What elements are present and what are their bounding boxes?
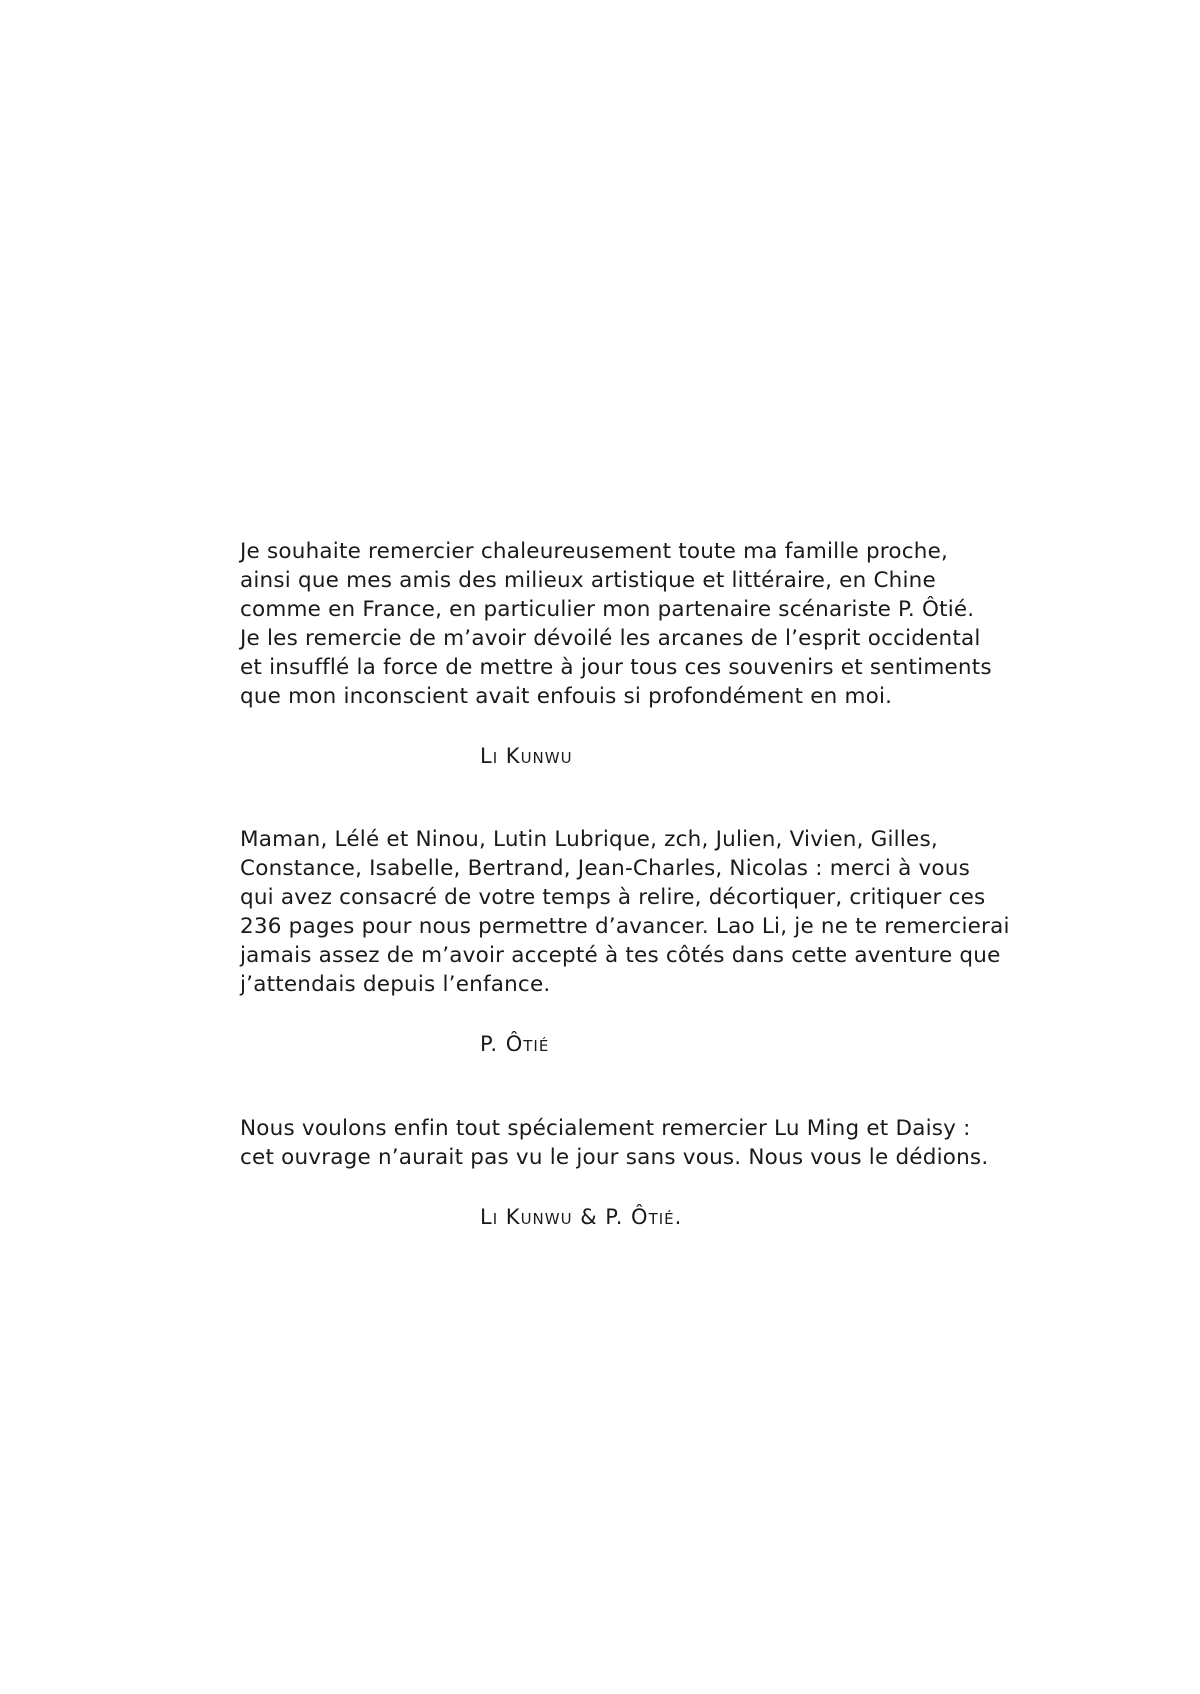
acknowledgement-paragraph-3 — [240, 1114, 1000, 1172]
signature-both-authors: Li Kunwu & P. Ôtié. — [480, 1205, 683, 1229]
acknowledgement-paragraph-2 — [240, 825, 1010, 999]
paragraph-line: cet ouvrage n’aurait pas vu le jour sans vous. Nous vous le dédions. — [240, 1145, 989, 1170]
paragraph-line: Je souhaite remercier chaleureusement toute ma famille proche, — [240, 539, 949, 564]
paragraph-line: Maman, Lélé et Ninou, Lutin Lubrique, zch, Julien, Vivien, Gilles, — [240, 827, 938, 852]
paragraph-line: et insufflé la force de mettre à jour tous ces souvenirs et sentiments — [240, 655, 992, 680]
signature-p-otie: P. Ôtié — [480, 1032, 550, 1056]
paragraph-line: Nous voulons enfin tout spécialement remercier Lu Ming et Daisy : — [240, 1116, 971, 1141]
signature-li-kunwu: Li Kunwu — [480, 744, 573, 768]
paragraph-line: Constance, Isabelle, Bertrand, Jean-Charles, Nicolas : merci à vous — [240, 856, 971, 881]
paragraph-line: jamais assez de m’avoir accepté à tes côtés dans cette aventure que — [240, 943, 1001, 968]
paragraph-line: comme en France, en particulier mon partenaire scénariste P. Ôtié. — [240, 597, 975, 622]
paragraph-line: Je les remercie de m’avoir dévoilé les arcanes de l’esprit occidental — [240, 626, 981, 651]
paragraph-line: ainsi que mes amis des milieux artistique et littéraire, en Chine — [240, 568, 936, 593]
paragraph-line: j’attendais depuis l’enfance. — [240, 972, 551, 997]
paragraph-line: 236 pages pour nous permettre d’avancer. Lao Li, je ne te remercierai — [240, 914, 1010, 939]
acknowledgement-paragraph-1 — [240, 537, 1000, 711]
paragraph-line: qui avez consacré de votre temps à relire, décortiquer, critiquer ces — [240, 885, 986, 910]
paragraph-line: que mon inconscient avait enfouis si profondément en moi. — [240, 684, 893, 709]
